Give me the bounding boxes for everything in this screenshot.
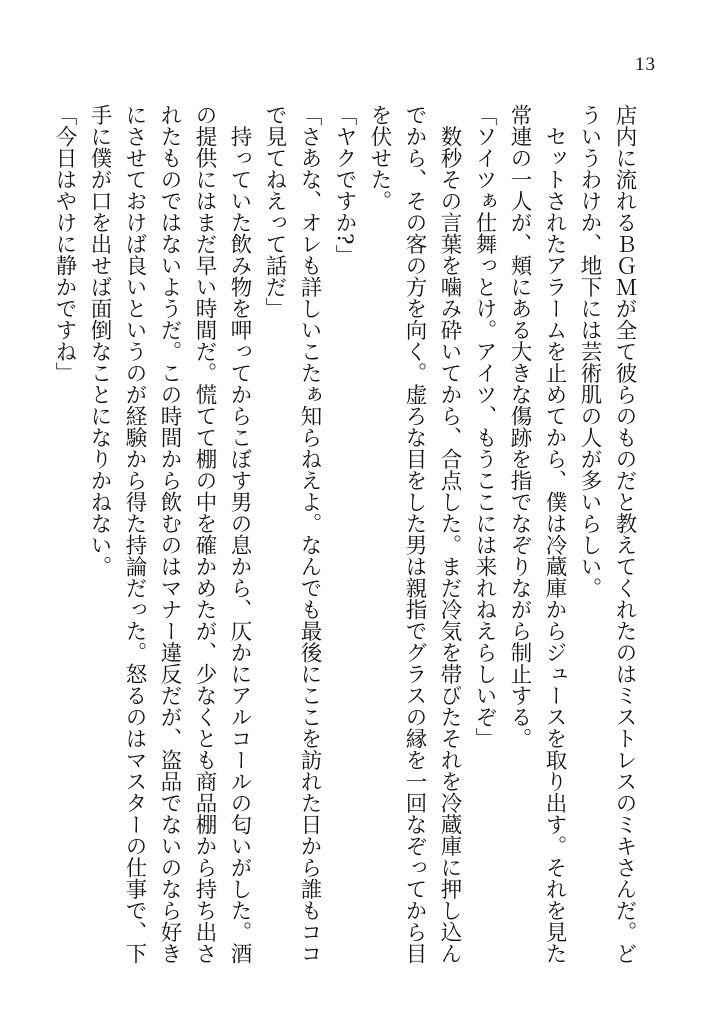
- body-text: [47, 104, 642, 964]
- paragraph: 店内に流れるＢＧＭが全て彼らのものだと教えてくれたのはミストレスのミキさんだ。どういうわけか、地下には芸術肌の人が多いらしい。: [577, 104, 637, 964]
- paragraph: 数秒その言葉を噛み砕いてから、合点した。まだ冷気を帯びたそれを冷蔵庫に押し込んでから、その客の方を向く。虚ろな目をした男は親指でグラスの縁を一回なぞってから目を伏せた。: [367, 104, 462, 964]
- dialogue-line: 「今日はやけに静かですね」: [52, 104, 77, 384]
- paragraph: 持っていた飲み物を呷ってからこぼす男の息から、仄かにアルコールの匂いがした。酒の提供にはまだ早い時間だ。慌てて棚の中を確かめたが、少なくとも商品棚から持ち出されたものではないようだ。この時間から飲むのはマナー違反だが、盗品でないのなら好きにさせておけば良いというのが経験から得た持論だった。怒るのはマスターの仕事で、下手に僕が口を出せば面倒なことになりかねない。: [87, 104, 252, 964]
- page-number: 13: [635, 54, 656, 75]
- dialogue-line: 「ソイツぁ仕舞っとけ。アイツ、もうここには来れねえらしいぞ」: [472, 104, 497, 749]
- dialogue-line: 「さあな、オレも詳しいこたぁ知らねえよ。なんでも最後にここを訪れた日から誰もココで見てねえって話だ」: [262, 104, 322, 964]
- paragraph: セットされたアラームを止めてから、僕は冷蔵庫からジュースを取り出す。それを見た常連の一人が、頬にある大きな傷跡を指でなぞりながら制止する。: [507, 104, 567, 964]
- dialogue-line: 「ヤクですか?」: [332, 104, 357, 267]
